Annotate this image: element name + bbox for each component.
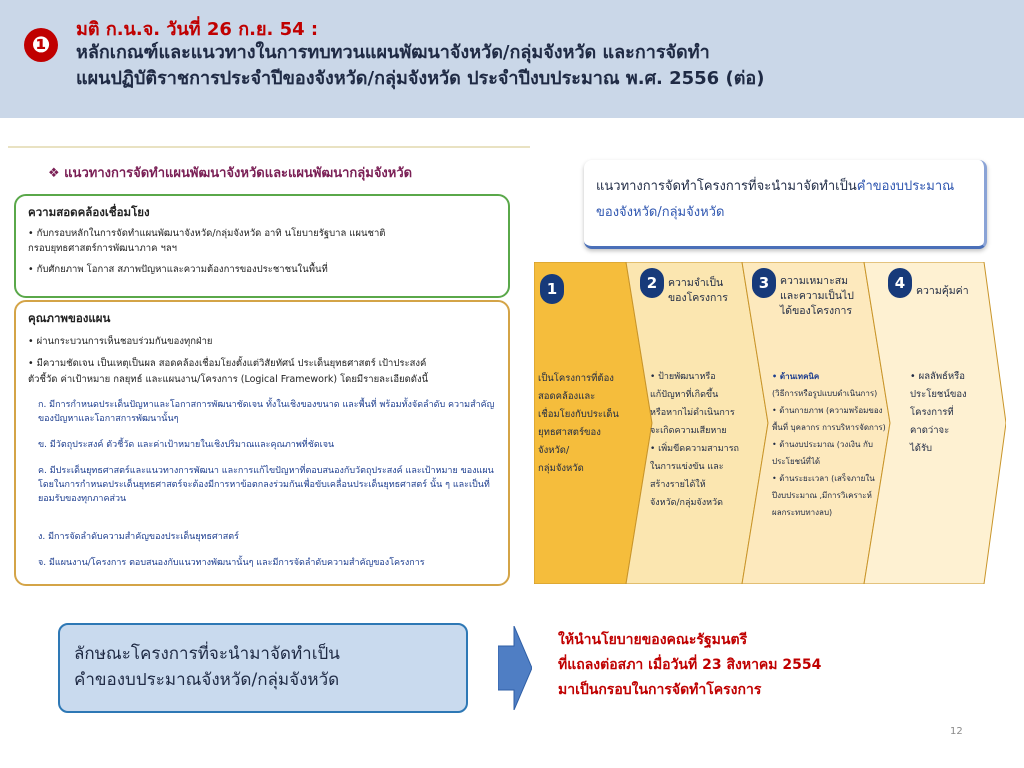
- project-characteristics-box: [58, 623, 468, 713]
- quality-item: ง. มีการจัดลำดับความสำคัญของประเด็นยุทธศาสตร์: [38, 532, 239, 542]
- project-guideline-callout: [584, 160, 987, 249]
- callout-highlight: คำของบประมาณ: [856, 179, 955, 194]
- quality-bullet: • มีความชัดเจน เป็นเหตุเป็นผล สอดคล้องเชื่อมโยงตั้งแต่วิสัยทัศน์ ประเด็นยุทธศาสตร์ เป้าประสงค์: [28, 358, 427, 369]
- project-characteristics-text: ลักษณะโครงการที่จะนำมาจัดทำเป็น คำของบประมาณจังหวัด/กลุ่มจังหวัด: [74, 644, 340, 690]
- consistency-bullet: • กับศักยภาพ โอกาส สภาพปัญหาและความต้องการของประชาชนในพื้นที่: [28, 264, 328, 275]
- policy-note: ให้นำนโยบายของคณะรัฐมนตรี ที่แถลงต่อสภา เมื่อวันที่ 23 สิงหาคม 2554 มาเป็นกรอบในการจัดทำโครงการ: [558, 632, 822, 698]
- guideline-image: [8, 146, 530, 586]
- quality-title: คุณภาพของแผน: [28, 311, 111, 325]
- quality-item: ค. มีประเด็นยุทธศาสตร์และแนวทางการพัฒนา และการแก้ไขปัญหาที่ตอบสนองกับวัตถุประสงค์ และเป้าหมาย ของแผน โดยในการกำหนดประเด็นยุทธศาสตร์จะต้องมีการหาข้อตกลงร่วมกันเพื่อขับเคลื่อนประเด็นยุทธศาสตร์ นั้น ๆ และเป็นที่ยอมรับของทุกภาคส่วน: [38, 466, 494, 504]
- quality-item: จ. มีแผนงาน/โครงการ ตอบสนองกับแนวทางพัฒนานั้นๆ และมีการจัดลำดับความสำคัญของโครงการ: [38, 558, 425, 568]
- number-badge: ❶: [24, 28, 58, 62]
- title-line-2: แผนปฏิบัติราชการประจำปีของจังหวัด/กลุ่มจังหวัด ประจำปีงบประมาณ พ.ศ. 2556 (ต่อ): [76, 68, 765, 89]
- callout-highlight: ของจังหวัด/กลุ่มจังหวัด: [596, 205, 725, 220]
- step-1-text: เป็นโครงการที่ต้อง สอดคล้องและ เชื่อมโยงกับประเด็น ยุทธศาสตร์ของจังหวัด/ กลุ่มจังหวัด: [538, 373, 619, 474]
- quality-item: ก. มีการกำหนดประเด็นปัญหาและโอกาสการพัฒนาชัดเจน ทั้งในเชิงของขนาด และพื้นที่ พร้อมทั้งจัดลำดับ ความสำคัญของปัญหาและโอกาสการพัฒนานั้นๆ: [38, 400, 495, 424]
- consistency-bullet: กรอบยุทธศาสตร์การพัฒนาภาค ฯลฯ: [28, 243, 177, 254]
- step-2-text: • ป้ายพัฒนาหรือ แก้ปัญหาที่เกิดขึ้น หรือหากไม่ดำเนินการ จะเกิดความเสียหาย • เพิ่มขีดความสามารถ ในการแข่งขัน และ สร้างรายได้ให้ จังหวัด/กลุ่มจังหวัด: [650, 372, 739, 508]
- step-3-number: 3: [752, 268, 776, 298]
- quality-bullet: • ผ่านกระบวนการเห็นชอบร่วมกันของทุกฝ่าย: [28, 336, 213, 347]
- title-line-1: หลักเกณฑ์และแนวทางในการทบทวนแผนพัฒนาจังหวัด/กลุ่มจังหวัด และการจัดทำ: [76, 42, 710, 63]
- step-4-label: ความคุ้มค่า: [916, 285, 969, 297]
- step-4-text: • ผลลัพธ์หรือ ประโยชน์ของ โครงการที่ คาดว่าจะ ได้รับ: [910, 371, 967, 454]
- callout-text: [596, 174, 976, 226]
- step-3-label: ความเหมาะสม และความเป็นไป ได้ของโครงการ: [780, 275, 854, 317]
- project-criteria-steps: [534, 262, 1006, 584]
- step-2-label: ความจำเป็น ของโครงการ: [668, 277, 728, 304]
- slide-title: [76, 40, 1006, 92]
- page-number: 12: [950, 726, 963, 737]
- quality-box: [14, 300, 510, 586]
- consistency-bullet: • กับกรอบหลักในการจัดทำแผนพัฒนาจังหวัด/กลุ่มจังหวัด อาทิ นโยบายรัฐบาล แผนชาติ: [28, 228, 386, 239]
- consistency-title: ความสอดคล้องเชื่อมโยง: [28, 205, 150, 219]
- resolution-line: มติ ก.น.จ. วันที่ 26 ก.ย. 54 :: [76, 19, 319, 40]
- quality-bullet: ตัวชี้วัด ค่าเป้าหมาย กลยุทธ์ และแผนงาน/โครงการ (Logical Framework) โดยมีรายละเอียดดังนี้: [28, 374, 429, 385]
- guideline-heading: ❖ แนวทางการจัดทำแผนพัฒนาจังหวัดและแผนพัฒนากลุ่มจังหวัด: [48, 166, 413, 181]
- right-arrow-icon: [498, 626, 532, 710]
- quality-item: ข. มีวัตถุประสงค์ ตัวชี้วัด และค่าเป้าหมายในเชิงปริมาณและคุณภาพที่ชัดเจน: [38, 440, 335, 450]
- step-3-text: • ด้านเทคนิค (วิธีการหรือรูปแบบดำเนินการ) • ด้านกายภาพ (ความพร้อมของ พื้นที่ บุคลากร การบริหารจัดการ) • ด้านงบประมาณ (วงเงิน กับ ประโยชน์ที่ได้ • ด้านระยะเวลา (เสร็จภายใน ปีงบประมาณ ,มีการวิเคราะห์ ผลกระทบทางลบ): [772, 372, 886, 517]
- step-2-number: 2: [640, 268, 664, 298]
- step-4-number: 4: [888, 268, 912, 298]
- consistency-box: [14, 194, 510, 298]
- callout-prefix: แนวทางการจัดทำโครงการที่จะนำมาจัดทำเป็น: [596, 179, 857, 194]
- step-1-number: 1: [540, 274, 564, 304]
